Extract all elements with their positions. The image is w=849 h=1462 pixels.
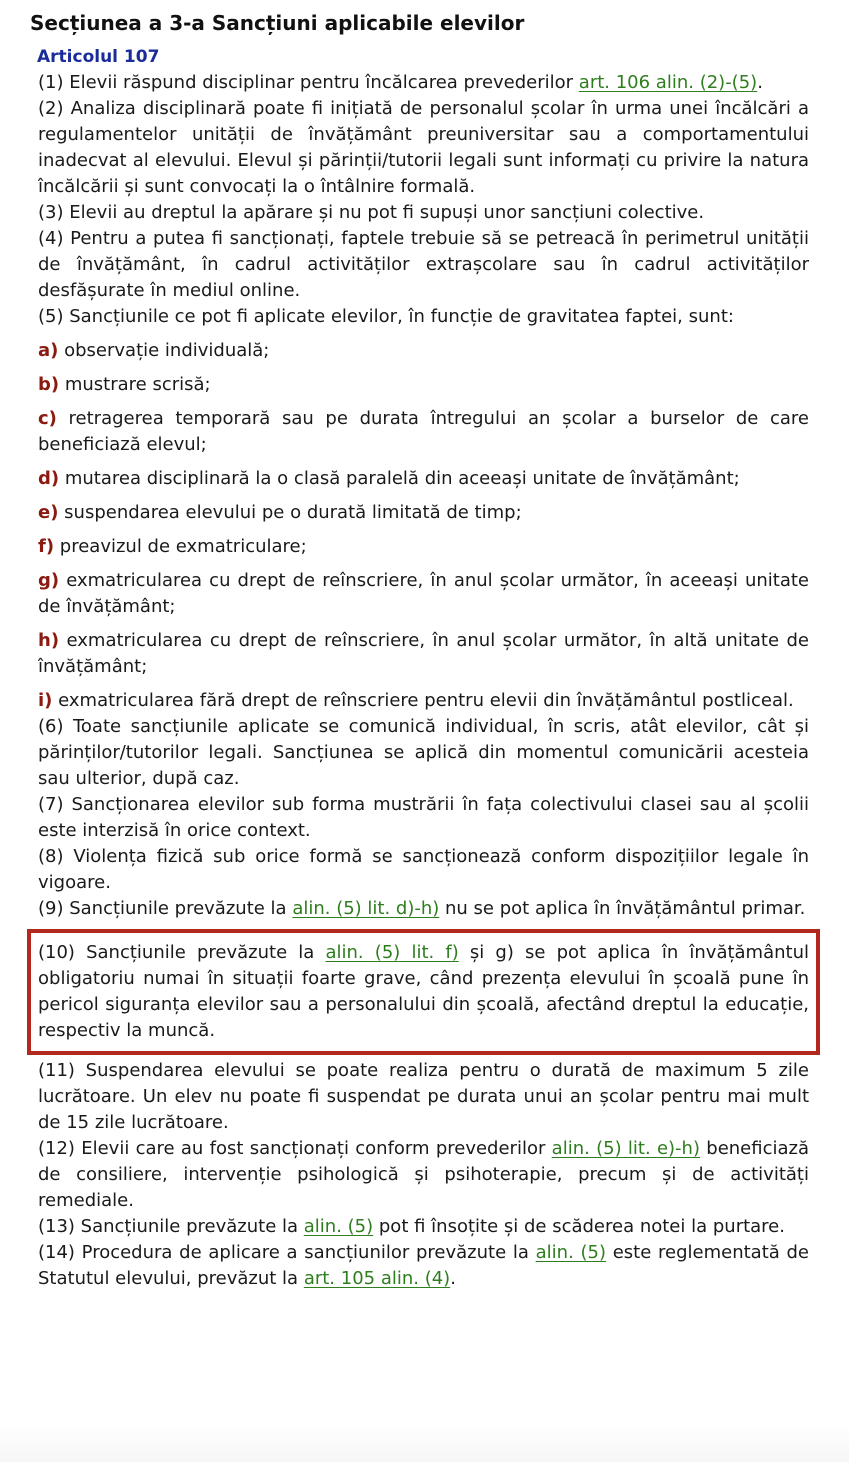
letter-mark: e) (38, 502, 59, 523)
paragraph-14 (38, 1240, 809, 1292)
paragraph-4: (4) Pentru a putea fi sancționați, faptele trebuie să se petreacă în perimetrul unității de învățământ, în cadrul activităților extrașcolare sau în cadrul activităților desfășurate în mediul online. (38, 228, 809, 301)
paragraph-12-text: (12) Elevii care au fost sancționați conform prevederilor (38, 1138, 552, 1159)
paragraph-9 (38, 896, 809, 922)
link-alin-5-p13[interactable]: alin. (5) (303, 1216, 374, 1237)
paragraph-2: (2) Analiza disciplinară poate fi inițiată de personalul școlar în urma unei încălcări a regulamentelor unității de învățământ preuniversitar sau a comportamentului inadecvat al elevului. Elevul și părinții/tutorii legali sunt informați cu privire la natura încălcării și sunt convocați la o întâlnire formală. (38, 98, 809, 197)
letter-mark: f) (38, 536, 55, 557)
link-art-106[interactable]: art. 106 alin. (2)-(5) (578, 72, 758, 93)
paragraph-13-end: pot fi însoțite și de scăderea notei la purtare. (373, 1216, 785, 1237)
letter-mark: i) (38, 690, 53, 711)
paragraph-12 (38, 1136, 809, 1214)
paragraph-10-end: și g) se pot aplica în învățământul obligatoriu numai în situații foarte grave, când prezența elevului în școală pune în pericol siguranța elevilor sau a personalului din școală, afectând dreptul la educație, respectiv la muncă. (38, 942, 809, 1041)
letter-text: exmatricularea fără drept de reînscriere pentru elevii din învățământul postliceal. (52, 690, 794, 711)
article-content (38, 70, 809, 1292)
letter-mark: d) (38, 468, 60, 489)
paragraph-14-text: (14) Procedura de aplicare a sancțiunilor prevăzute la (38, 1242, 536, 1263)
link-alin-5-lit-f[interactable]: alin. (5) lit. f) (325, 942, 459, 963)
letter-item-g (38, 568, 809, 620)
paragraph-14-end: . (450, 1268, 456, 1289)
paragraph-3: (3) Elevii au dreptul la apărare și nu pot fi supuși unor sancțiuni colective. (38, 202, 705, 223)
paragraph-13 (38, 1214, 809, 1240)
paragraph-8: (8) Violența fizică sub orice formă se sancționează conform dispozițiilor legale în vigoare. (38, 846, 809, 893)
paragraph-13-text: (13) Sancțiunile prevăzute la (38, 1216, 304, 1237)
paragraph-7: (7) Sancționarea elevilor sub forma mustrării în fața colectivului clasei sau al școlii este interzisă în orice context. (38, 794, 809, 841)
bottom-fade (0, 1422, 849, 1462)
link-alin-5-lit-d-h[interactable]: alin. (5) lit. d)-h) (292, 898, 440, 919)
paragraph-1-text: (1) Elevii răspund disciplinar pentru încălcarea prevederilor (38, 72, 579, 93)
letter-text: exmatricularea cu drept de reînscriere, în anul școlar următor, în aceeași unitate de învățământ; (38, 570, 809, 617)
letter-text: observație individuală; (58, 340, 270, 361)
letter-text: exmatricularea cu drept de reînscriere, în anul școlar următor, în altă unitate de învățământ; (38, 630, 809, 677)
paragraph-9-text: (9) Sancțiunile prevăzute la (38, 898, 293, 919)
letter-item-h (38, 628, 809, 680)
article-title: Articolul 107 (37, 47, 160, 67)
link-alin-5-p14[interactable]: alin. (5) (535, 1242, 606, 1263)
letter-text: retragerea temporară sau pe durata întregului an școlar a burselor de care beneficiază elevul; (38, 408, 809, 455)
letter-item-e (38, 500, 809, 526)
letter-mark: a) (38, 340, 59, 361)
letter-item-f (38, 534, 809, 560)
paragraph-10-highlighted (38, 940, 809, 1044)
letter-text: suspendarea elevului pe o durată limitată de timp; (58, 502, 522, 523)
paragraph-1-end: . (757, 72, 763, 93)
letter-mark: g) (38, 570, 60, 591)
paragraph-6: (6) Toate sancțiunile aplicate se comunică individual, în scris, atât elevilor, cât și părinților/tutorilor legali. Sancțiunea se aplică din momentul comunicării acesteia sau ulterior, după caz. (38, 716, 809, 789)
letter-item-a (38, 338, 809, 364)
letter-mark: b) (38, 374, 60, 395)
paragraph-10-text: (10) Sancțiunile prevăzute la (38, 942, 326, 963)
paragraph-11: (11) Suspendarea elevului se poate realiza pentru o durată de maximum 5 zile lucrătoare. Un elev nu poate fi suspendat pe durata unui an școlar pentru mai mult de 15 zile lucrătoare. (38, 1060, 809, 1133)
section-title: Secțiunea a 3-a Sancțiuni aplicabile elevilor (30, 11, 525, 35)
paragraph-14-middle: este reglementată de Statutul elevului, prevăzut la (38, 1242, 809, 1289)
paragraph-12-end: beneficiază de consiliere, intervenție psihologică și psihoterapie, precum și de activități remediale. (38, 1138, 809, 1211)
link-alin-5-lit-e-h[interactable]: alin. (5) lit. e)-h) (551, 1138, 700, 1159)
letter-mark: c) (38, 408, 57, 429)
link-art-105[interactable]: art. 105 alin. (4) (303, 1268, 451, 1289)
letter-text: mustrare scrisă; (59, 374, 211, 395)
letter-mark: h) (38, 630, 60, 651)
letter-item-c (38, 406, 809, 458)
letter-text: mutarea disciplinară la o clasă paralelă din aceeași unitate de învățământ; (59, 468, 740, 489)
letter-item-d (38, 466, 809, 492)
letter-item-b (38, 372, 809, 398)
letter-item-i (38, 688, 809, 714)
paragraph-5: (5) Sancțiunile ce pot fi aplicate elevilor, în funcție de gravitatea faptei, sunt: (38, 306, 734, 327)
paragraph-1 (38, 70, 809, 96)
paragraph-9-end: nu se pot aplica în învățământul primar. (439, 898, 806, 919)
letter-text: preavizul de exmatriculare; (54, 536, 307, 557)
